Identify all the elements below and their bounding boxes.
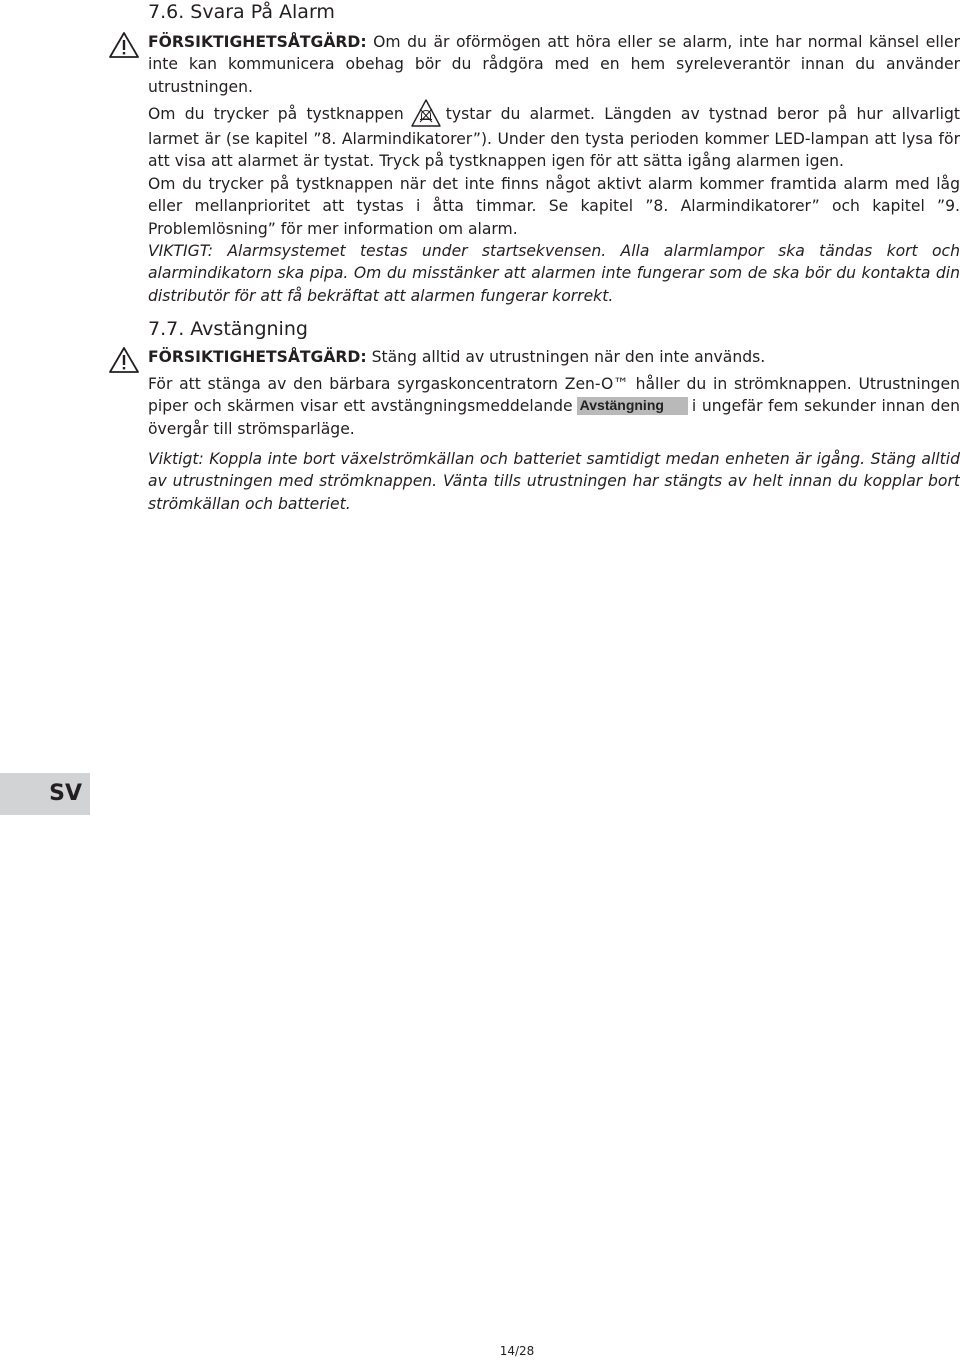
caution-label: FÖRSIKTIGHETSÅTGÄRD: bbox=[148, 348, 367, 366]
alarm-silence-icon bbox=[410, 98, 442, 128]
section-76-caution bbox=[148, 31, 960, 98]
language-tab: SV bbox=[0, 773, 90, 815]
screen-message-label: Avstängning bbox=[577, 397, 688, 415]
section-76-para2: Om du trycker på tystknappen när det inte finns något aktivt alarm kommer framtida alarm med låg eller mellanprioritet att tystas i åtta timmar. Se kapitel ”8. Alarmindikatorer” och kapitel ”9. Problemlösning” för mer information om alarm. bbox=[148, 175, 960, 238]
caution-text: Om du är oförmögen att höra eller se alarm, inte har normal känsel eller inte kan kommunicera obehag bör du rådgöra med en hem syreleverantör innan du använder utrustningen. bbox=[148, 33, 960, 96]
para1-after-icon: tystar du alarmet. Längden av tystnad beror på hur allvarligt larmet är (se kapitel ”8. Alarmindikatorer”). Under den tysta perioden kommer LED-lampan att lysa för att visa att alarmet är tystat. Tryck på tystknappen igen för att sätta igång alarmen igen. bbox=[148, 105, 960, 171]
section-76-heading: 7.6. Svara På Alarm bbox=[148, 1, 335, 23]
para1-before-icon: Om du trycker på tystknappen bbox=[148, 105, 404, 123]
warning-triangle-icon bbox=[108, 31, 140, 59]
caution-label: FÖRSIKTIGHETSÅTGÄRD: bbox=[148, 33, 367, 51]
section-77-caution bbox=[148, 346, 960, 368]
section-77-important-note: Viktigt: Koppla inte bort växelströmkällan och batteriet samtidigt medan enheten är igång. Stäng alltid av utrustningen med strömknappen. Vänta tills utrustningen har stängts av helt innan du kopplar bort strömkällan och batteriet. bbox=[148, 450, 960, 513]
section-76-important-note: VIKTIGT: Alarmsystemet testas under startsekvensen. Alla alarmlampor ska tändas kort och alarmindikatorn ska pipa. Om du misstänker att alarmen inte fungerar som de ska bör du kontakta din distributör för att få bekräftat att alarmen fungerar korrekt. bbox=[148, 242, 960, 305]
section-77-heading: 7.7. Avstängning bbox=[148, 318, 308, 340]
section-77-para1 bbox=[148, 373, 960, 440]
para1-before-label: För att stänga av den bärbara syrgaskoncentratorn Zen-O™ håller du in strömknappen. Utrustningen piper och skärmen visar ett avstängningsmeddelande bbox=[148, 375, 960, 416]
para1-after-label: i ungefär fem sekunder innan den övergår till strömsparläge. bbox=[148, 397, 960, 438]
page-number: 14/28 bbox=[499, 1344, 535, 1358]
warning-triangle-icon bbox=[108, 346, 140, 374]
caution-text: Stäng alltid av utrustningen när den inte används. bbox=[366, 348, 766, 366]
section-76-para1 bbox=[148, 98, 960, 173]
